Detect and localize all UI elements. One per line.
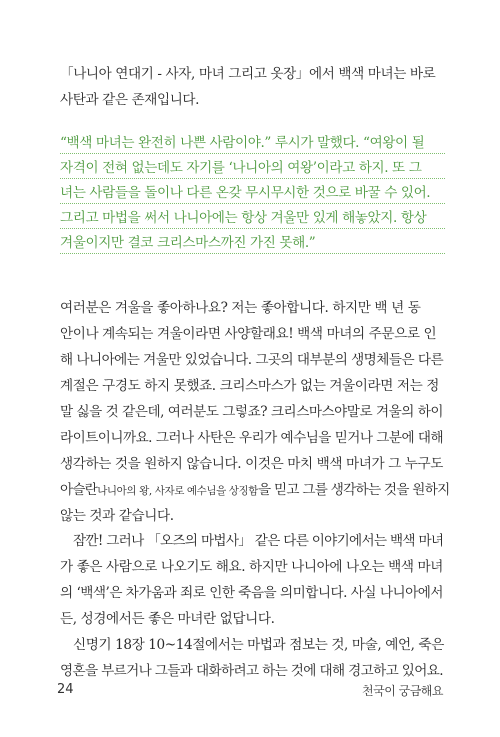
aslan-annotation: 나니아의 왕, 사자로 예수님을 상징함 — [97, 485, 259, 497]
quote-divider — [60, 203, 445, 204]
running-title: 천국이 궁금해요 — [362, 684, 443, 698]
quote-line-2: 자격이 전혀 없는데도 자기를 ‘나니아의 여왕’이라고 하지. 또 그 — [60, 160, 422, 176]
page-number: 24 — [57, 682, 74, 697]
paragraph-3-line-1: 잠깐! 그러나 「오즈의 마법사」 같은 다른 이야기에서는 백색 마녀 — [73, 533, 444, 549]
paragraph-3-line-4: 든, 성경에서든 좋은 마녀란 없답니다. — [60, 611, 275, 627]
paragraph-2-line-8 — [60, 481, 450, 500]
quote-line-3: 녀는 사람들을 돌이나 다른 온갖 무시무시한 것으로 바꿀 수 있어. — [60, 185, 431, 201]
paragraph-2-line-2: 안이나 계속되는 겨울이라면 사양할래요! 백색 마녀의 주문으로 인 — [60, 326, 437, 342]
paragraph-3-line-2: 가 좋은 사람으로 나오기도 해요. 하지만 나니아에 나오는 백색 마녀 — [60, 559, 443, 575]
paragraph-2-line-7: 생각하는 것을 원하지 않습니다. 이것은 마치 백색 마녀가 그 누구도 — [60, 456, 443, 472]
paragraph-1-line-2: 사탄과 같은 존재입니다. — [60, 92, 200, 108]
paragraph-2-line-5: 말 싫을 것 같은데, 여러분도 그렇죠? 크리스마스야말로 겨울의 하이 — [60, 404, 444, 420]
paragraph-2-line-3: 해 나니아에는 겨울만 있었습니다. 그곳의 대부분의 생명체들은 다른 — [60, 352, 444, 368]
quote-line-1: “백색 마녀는 완전히 나쁜 사람이야.” 루시가 말했다. “여왕이 될 — [60, 135, 425, 151]
paragraph-2-line-1: 여러분은 겨울을 좋아하나요? 저는 좋아합니다. 하지만 백 년 동 — [60, 300, 421, 316]
quote-divider — [60, 228, 445, 229]
quote-divider — [60, 153, 445, 154]
quote-line-5: 겨울이지만 결코 크리스마스까진 가진 못해.” — [60, 235, 316, 251]
paragraph-2-line-9: 않는 것과 같습니다. — [60, 508, 174, 524]
paragraph-4-line-1: 신명기 18장 10~14절에서는 마법과 점보는 것, 마술, 예언, 죽은 — [73, 637, 444, 653]
aslan-name: 아슬란 — [60, 482, 98, 498]
paragraph-2-line-8-rest: 을 믿고 그를 생각하는 것을 원하지 — [258, 482, 450, 498]
quote-line-4: 그리고 마법을 써서 나니아에는 항상 겨울만 있게 해놓았지. 항상 — [60, 210, 427, 226]
paragraph-2-line-6: 라이트이니까요. 그러나 사탄은 우리가 예수님을 믿거나 그분에 대해 — [60, 430, 444, 446]
paragraph-1-line-1: 「나니아 연대기 - 사자, 마녀 그리고 옷장」에서 백색 마녀는 바로 — [60, 66, 436, 82]
quote-divider — [60, 178, 445, 179]
paragraph-3-line-3: 의 ‘백색’은 차가움과 죄로 인한 죽음을 의미합니다. 사실 나니아에서 — [60, 585, 443, 601]
paragraph-4-line-2: 영혼을 부르거나 그들과 대화하려고 하는 것에 대해 경고하고 있어요. — [60, 663, 443, 679]
paragraph-2-line-4: 계절은 구경도 하지 못했죠. 크리스마스가 없는 겨울이라면 저는 정 — [60, 378, 440, 394]
quote-divider — [60, 253, 445, 254]
